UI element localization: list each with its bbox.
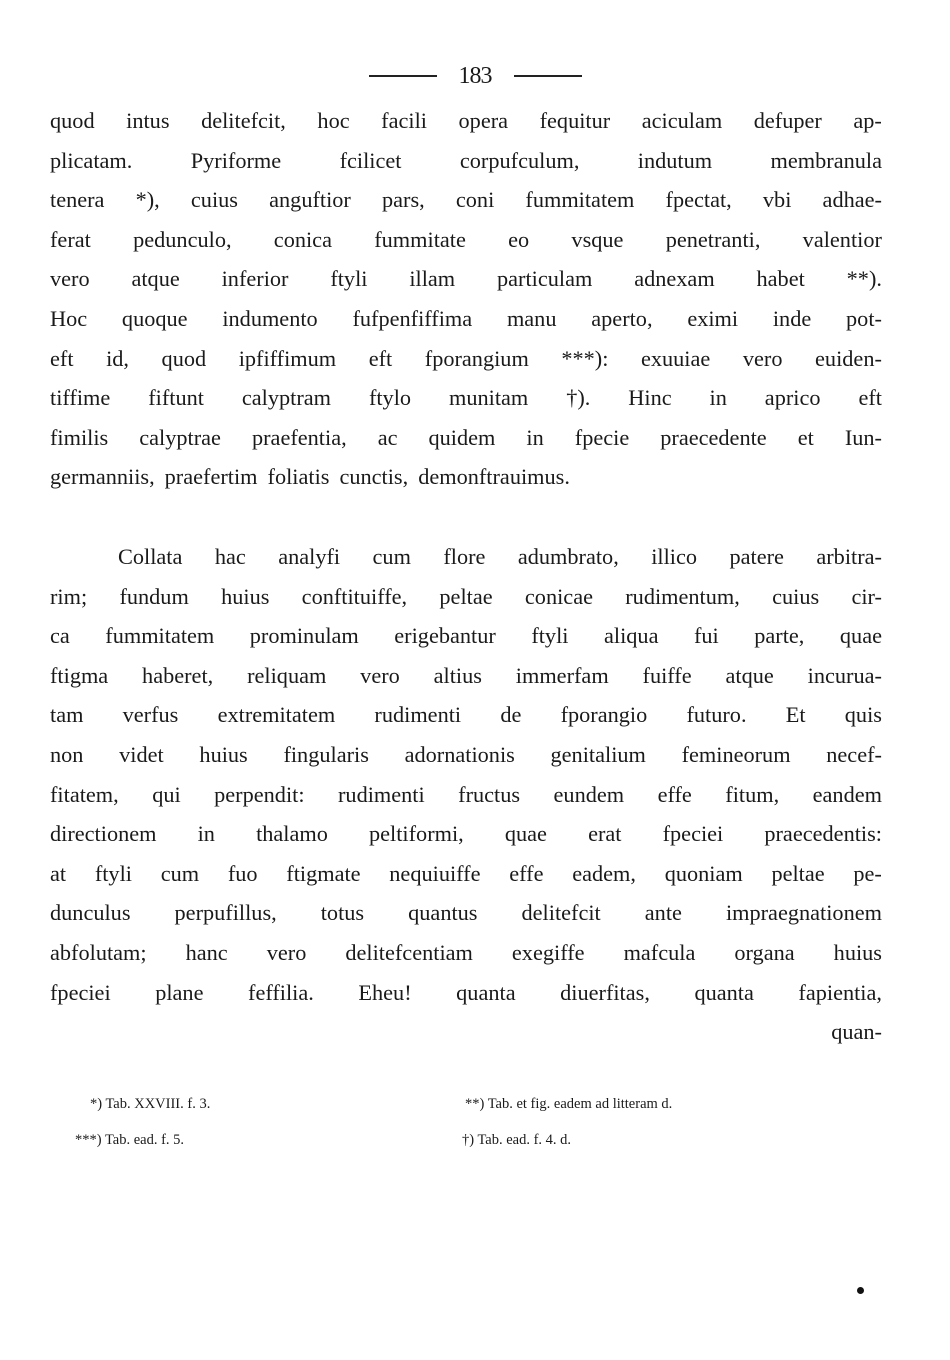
word: fingularis — [283, 741, 369, 767]
footnote-2: **) Tab. et fig. eadem ad litteram d. — [465, 1096, 673, 1112]
word: huius — [199, 741, 248, 767]
word: fuo — [227, 860, 258, 886]
word: quidem — [428, 424, 496, 450]
word: vero — [50, 266, 90, 292]
word: germanniis, — [50, 464, 155, 490]
word: munitam — [448, 385, 529, 411]
word: dunculus — [50, 900, 131, 926]
word: cuius — [190, 187, 238, 213]
word: directionem — [50, 821, 157, 847]
word: in — [526, 424, 544, 450]
text-line — [50, 187, 882, 227]
word: eft — [368, 345, 393, 371]
word: tiffime — [50, 385, 111, 411]
word: adornationis — [404, 741, 515, 767]
word: quantus — [408, 900, 478, 926]
word: prominulam — [249, 623, 359, 649]
paragraph-2 — [50, 544, 882, 1059]
word: particulam — [497, 266, 593, 292]
text-line — [50, 464, 882, 504]
word: futuro. — [686, 702, 747, 728]
word: qui — [152, 781, 181, 807]
word: plane — [155, 979, 204, 1005]
word: penetranti, — [665, 226, 761, 252]
word: incurua- — [807, 662, 882, 688]
text-line — [50, 108, 882, 148]
word: analyfi — [278, 544, 341, 569]
word: vsque — [571, 226, 624, 252]
word: organa — [734, 939, 795, 965]
word: vero — [266, 939, 307, 965]
word: impraegnationem — [725, 900, 882, 926]
word: exuuiae — [640, 345, 711, 371]
word: cum — [372, 544, 411, 569]
word: rudimenti — [338, 781, 425, 807]
text-line — [50, 385, 882, 425]
word: hanc — [185, 939, 228, 965]
word: femineorum — [681, 741, 791, 767]
word: vbi — [762, 187, 792, 213]
text-line — [50, 861, 882, 901]
word: quod — [50, 108, 95, 133]
word: Hoc — [50, 305, 88, 331]
word: ipfiffimum — [238, 345, 337, 371]
word: pars, — [382, 187, 425, 213]
word: perpendit: — [214, 781, 305, 807]
word: ftyli — [531, 623, 569, 649]
footnote-4: †) Tab. ead. f. 4. d. — [462, 1132, 572, 1148]
word: foliatis — [267, 464, 330, 490]
word: fuiffe — [642, 662, 692, 688]
word: †). — [566, 385, 591, 411]
word: fructus — [458, 781, 521, 807]
word: pe- — [853, 860, 882, 886]
word: cum — [160, 860, 200, 886]
word: ftylo — [368, 385, 412, 411]
word: praecedente — [660, 424, 767, 450]
word: adnexam — [634, 266, 715, 292]
word: quae — [839, 623, 882, 649]
word: ac — [377, 424, 398, 450]
text-line — [50, 266, 882, 306]
word: ante — [644, 900, 682, 926]
word: **). — [846, 266, 882, 292]
word: calyptram — [241, 385, 332, 411]
word: plicatam. — [50, 147, 133, 173]
footnote-1: *) Tab. XXVIII. f. 3. — [90, 1096, 211, 1112]
word: videt — [119, 741, 164, 767]
word: ftigma — [50, 662, 109, 688]
word: delitefcit, — [201, 108, 286, 133]
word: Pyriforme — [190, 147, 282, 173]
word: Collata — [118, 544, 183, 569]
word: inde — [772, 305, 812, 331]
word: praefentia, — [251, 424, 347, 450]
word: fpectat, — [665, 187, 732, 213]
word: indumento — [222, 305, 318, 331]
word: Hinc — [628, 385, 672, 411]
word: huius — [221, 583, 270, 609]
word: praecedentis: — [764, 821, 882, 847]
word: de — [500, 702, 522, 728]
word: adhae- — [822, 187, 882, 213]
word: genitalium — [550, 741, 646, 767]
word: eundem — [553, 781, 625, 807]
word: fpeciei — [662, 821, 724, 847]
word: corpufculum, — [459, 147, 580, 173]
word: illam — [409, 266, 456, 292]
word: fitum, — [725, 781, 780, 807]
word: conftituiffe, — [301, 583, 408, 609]
word: totus — [320, 900, 365, 926]
word: peltiformi, — [369, 821, 464, 847]
word: cunctis, — [339, 464, 409, 490]
word: fundum — [119, 583, 189, 609]
text-line — [50, 584, 882, 624]
word: quanta — [694, 979, 754, 1005]
word: euiden- — [815, 345, 882, 371]
word: delitefcit — [521, 900, 601, 926]
word: eft — [50, 345, 74, 371]
word: aliqua — [603, 623, 659, 649]
text-line — [50, 900, 882, 940]
word: fpecie — [574, 424, 630, 450]
word: pedunculo, — [133, 226, 232, 252]
word: quanta — [456, 979, 516, 1005]
word: fui — [693, 623, 719, 649]
word: mafcula — [623, 939, 696, 965]
word: immerfam — [515, 662, 609, 688]
word: erigebantur — [394, 623, 496, 649]
word: quoniam — [664, 860, 743, 886]
word: verfus — [122, 702, 179, 728]
word: pot- — [846, 305, 882, 331]
word: et — [797, 424, 814, 450]
word: ftigmate — [286, 860, 361, 886]
word: fequitur — [539, 108, 611, 133]
word: haberet, — [142, 662, 214, 688]
word: illico — [651, 544, 698, 569]
word: fcilicet — [339, 147, 402, 173]
word: hoc — [317, 108, 350, 133]
word: fummitatem — [525, 187, 635, 213]
word: rim; — [50, 583, 88, 609]
text-line — [50, 227, 882, 267]
word: coni — [455, 187, 495, 213]
footnote-3: ***) Tab. ead. f. 5. — [75, 1132, 185, 1148]
word: in — [197, 821, 215, 847]
word: diuerfitas, — [560, 979, 650, 1005]
word: quae — [504, 821, 547, 847]
word: reliquam — [247, 662, 327, 688]
text-line — [50, 782, 882, 822]
word: aprico — [764, 385, 821, 411]
word: effe — [657, 781, 692, 807]
text-line — [50, 148, 882, 188]
text-line — [50, 306, 882, 346]
word: erat — [588, 821, 622, 847]
word: membranula — [770, 147, 882, 173]
word: inferior — [221, 266, 289, 292]
word: fummitatem — [105, 623, 215, 649]
word: tam — [50, 702, 84, 728]
word: intus — [126, 108, 170, 133]
word: conica — [273, 226, 332, 252]
ink-dot — [857, 1287, 864, 1294]
word: patere — [729, 544, 784, 569]
word: manu — [506, 305, 557, 331]
header-rule-left — [369, 75, 437, 77]
text-line — [50, 940, 882, 980]
word: calyptrae — [139, 424, 221, 450]
word: fpeciei — [50, 979, 111, 1005]
word: *), — [135, 187, 160, 213]
text-line — [50, 821, 882, 861]
word: ap- — [853, 108, 882, 133]
word: feffilia. — [248, 979, 314, 1005]
word: cuius — [772, 583, 820, 609]
word: huius — [833, 939, 882, 965]
word: parte, — [754, 623, 805, 649]
page-header — [0, 58, 950, 94]
word: Et — [785, 702, 806, 728]
text-line — [50, 702, 882, 742]
word: atque — [131, 266, 180, 292]
word: quod — [161, 345, 207, 371]
word: quoque — [121, 305, 188, 331]
word: demonftrauimus. — [418, 464, 570, 490]
paragraph-1 — [50, 108, 882, 504]
word: fummitate — [374, 226, 466, 252]
word: exegiffe — [511, 939, 585, 965]
word: perpufillus, — [174, 900, 277, 926]
word: rudimentum, — [625, 583, 740, 609]
word: vero — [742, 345, 783, 371]
word: cir- — [851, 583, 882, 609]
word: effe — [509, 860, 544, 886]
word: in — [709, 385, 727, 411]
text-line — [50, 623, 882, 663]
word: altius — [433, 662, 482, 688]
word: thalamo — [256, 821, 328, 847]
word: conicae — [524, 583, 593, 609]
word: atque — [725, 662, 774, 688]
word: ferat — [50, 226, 91, 252]
word: arbitra- — [816, 544, 882, 569]
text-line — [50, 425, 882, 465]
word: extremitatem — [217, 702, 336, 728]
word: valentior — [802, 226, 882, 252]
word: id, — [106, 345, 129, 371]
word: fporangium — [424, 345, 529, 371]
word: defuper — [753, 108, 822, 133]
text-line — [50, 544, 882, 584]
word: peltae — [439, 583, 493, 609]
word: Iun- — [844, 424, 882, 450]
word: ***): — [561, 345, 609, 371]
text-line — [50, 980, 882, 1020]
word: fufpenfiffima — [352, 305, 473, 331]
word: flore — [443, 544, 486, 569]
word: necef- — [826, 741, 882, 767]
header-rule-right — [514, 75, 582, 77]
word: fiftunt — [148, 385, 204, 411]
word: tenera — [50, 187, 105, 213]
word: peltae — [771, 860, 825, 886]
word: ca — [50, 623, 70, 649]
word: non — [50, 741, 84, 767]
word: facili — [381, 108, 427, 133]
text-line — [50, 346, 882, 386]
word: eadem, — [572, 860, 636, 886]
word: aperto, — [591, 305, 653, 331]
text-line — [50, 663, 882, 703]
word: fapientia, — [798, 979, 882, 1005]
word: praefertim — [164, 464, 258, 490]
catchword: quan- — [831, 1019, 882, 1045]
word: rudimenti — [374, 702, 462, 728]
text-line — [50, 742, 882, 782]
word: eandem — [812, 781, 882, 807]
word: nequiuiffe — [389, 860, 481, 886]
word: adumbrato, — [517, 544, 619, 569]
word: indutum — [637, 147, 713, 173]
word: delitefcentiam — [345, 939, 473, 965]
word: hac — [214, 544, 246, 569]
word: at — [50, 860, 67, 886]
word: quis — [844, 702, 882, 728]
word: fimilis — [50, 424, 109, 450]
word: habet — [756, 266, 805, 292]
word: eo — [508, 226, 530, 252]
word: opera — [458, 108, 509, 133]
word: aciculam — [641, 108, 723, 133]
word: vero — [360, 662, 400, 688]
word: fporangio — [560, 702, 648, 728]
word: abfolutam; — [50, 939, 147, 965]
word: fitatem, — [50, 781, 119, 807]
word: ftyli — [94, 860, 132, 886]
word: Eheu! — [358, 979, 412, 1005]
word: eft — [858, 385, 882, 411]
page-number: 183 — [458, 62, 492, 89]
word: anguftior — [269, 187, 351, 213]
word: ftyli — [330, 266, 368, 292]
word: eximi — [687, 305, 739, 331]
